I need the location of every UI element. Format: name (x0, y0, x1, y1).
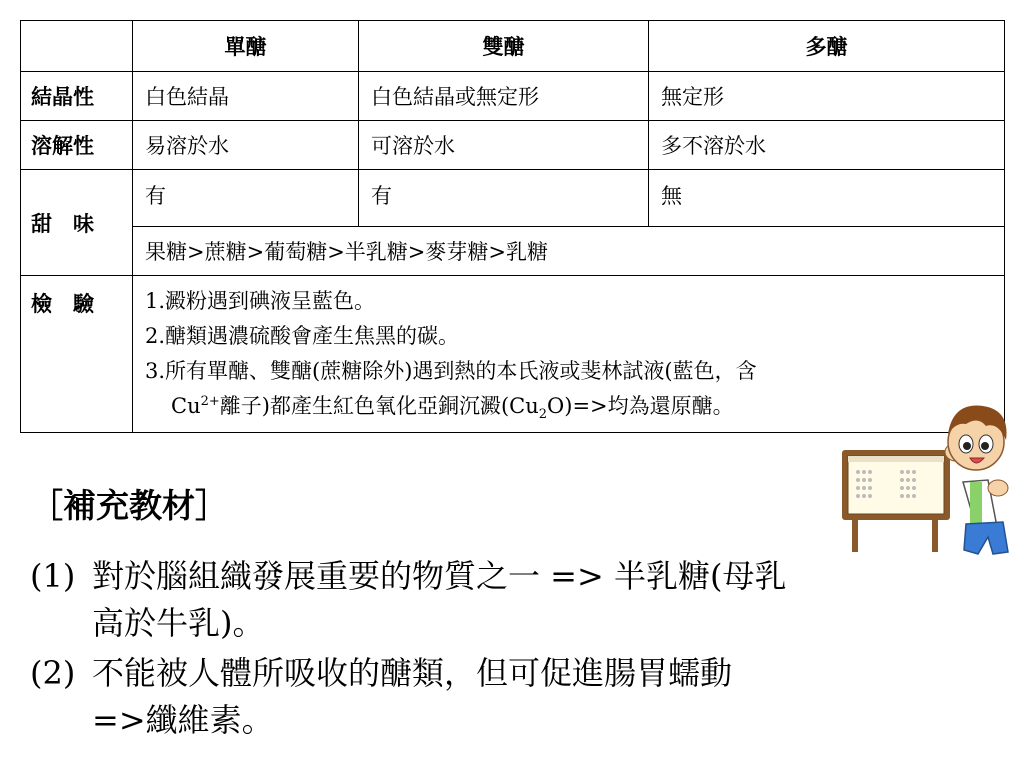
row-label-sweetness: 甜 味 (21, 170, 133, 276)
header-disaccharide: 雙醣 (359, 21, 649, 72)
cell-sweet-mono: 有 (133, 170, 359, 227)
supplement-item-2-number: (2) (30, 654, 76, 692)
boy-character-icon (945, 406, 1008, 554)
saccharide-comparison-table (20, 20, 1005, 433)
header-polysaccharide: 多醣 (649, 21, 1005, 72)
cell-sweet-poly: 無 (649, 170, 1005, 227)
cell-sweet-di: 有 (359, 170, 649, 227)
row-solubility (21, 121, 1005, 170)
teacher-boy-illustration (838, 392, 1018, 562)
copper-oxide-subscript: 2 (538, 407, 548, 423)
supplement-item-1-text: 對於腦組織發展重要的物質之一 => 半乳糖(母乳 (92, 557, 787, 595)
row-label-crystallinity: 結晶性 (21, 72, 133, 121)
supplement-item-1-continuation: 高於牛乳)。 (92, 604, 265, 642)
row-sweetness-order (21, 227, 1005, 276)
supplement-item-1 (30, 553, 786, 647)
row-label-test: 檢 驗 (21, 276, 133, 433)
test-line-1: 1.澱粉遇到碘液呈藍色。 (145, 289, 376, 313)
cell-solubility-poly: 多不溶於水 (649, 121, 1005, 170)
row-sweetness (21, 170, 1005, 227)
supplement-item-2-continuation: =>纖維素。 (92, 701, 274, 739)
cell-solubility-mono: 易溶於水 (133, 121, 359, 170)
header-row (21, 21, 1005, 72)
cell-sweetness-order: 果糖>蔗糖>葡萄糖>半乳糖>麥芽糖>乳糖 (133, 227, 1005, 276)
test-line-2: 2.醣類遇濃硫酸會產生焦黑的碳。 (145, 324, 460, 348)
supplement-item-2-text: 不能被人體所吸收的醣類，但可促進腸胃蠕動 (92, 654, 733, 692)
supplement-item-2 (30, 650, 732, 744)
test-line-4-middle: 離子)都產生紅色氧化亞銅沉澱(Cu (219, 394, 539, 418)
supplement-item-1-number: (1) (30, 557, 76, 595)
copper-charge: 2+ (200, 394, 220, 409)
supplement-title: ［補充教材］ (30, 486, 228, 525)
cell-solubility-di: 可溶於水 (359, 121, 649, 170)
cell-crystal-mono: 白色結晶 (133, 72, 359, 121)
test-line-3: 3.所有單醣、雙醣(蔗糖除外)遇到熱的本氏液或斐林試液(藍色，含 (145, 359, 757, 383)
corner-cell (21, 21, 133, 72)
easel-board-icon (842, 450, 950, 552)
cell-crystal-di: 白色結晶或無定形 (359, 72, 649, 121)
row-label-solubility: 溶解性 (21, 121, 133, 170)
row-crystallinity (21, 72, 1005, 121)
test-line-4-end: O)=>均為還原醣。 (547, 394, 734, 418)
copper-symbol: Cu (171, 394, 201, 418)
cell-crystal-poly: 無定形 (649, 72, 1005, 121)
header-monosaccharide: 單醣 (133, 21, 359, 72)
